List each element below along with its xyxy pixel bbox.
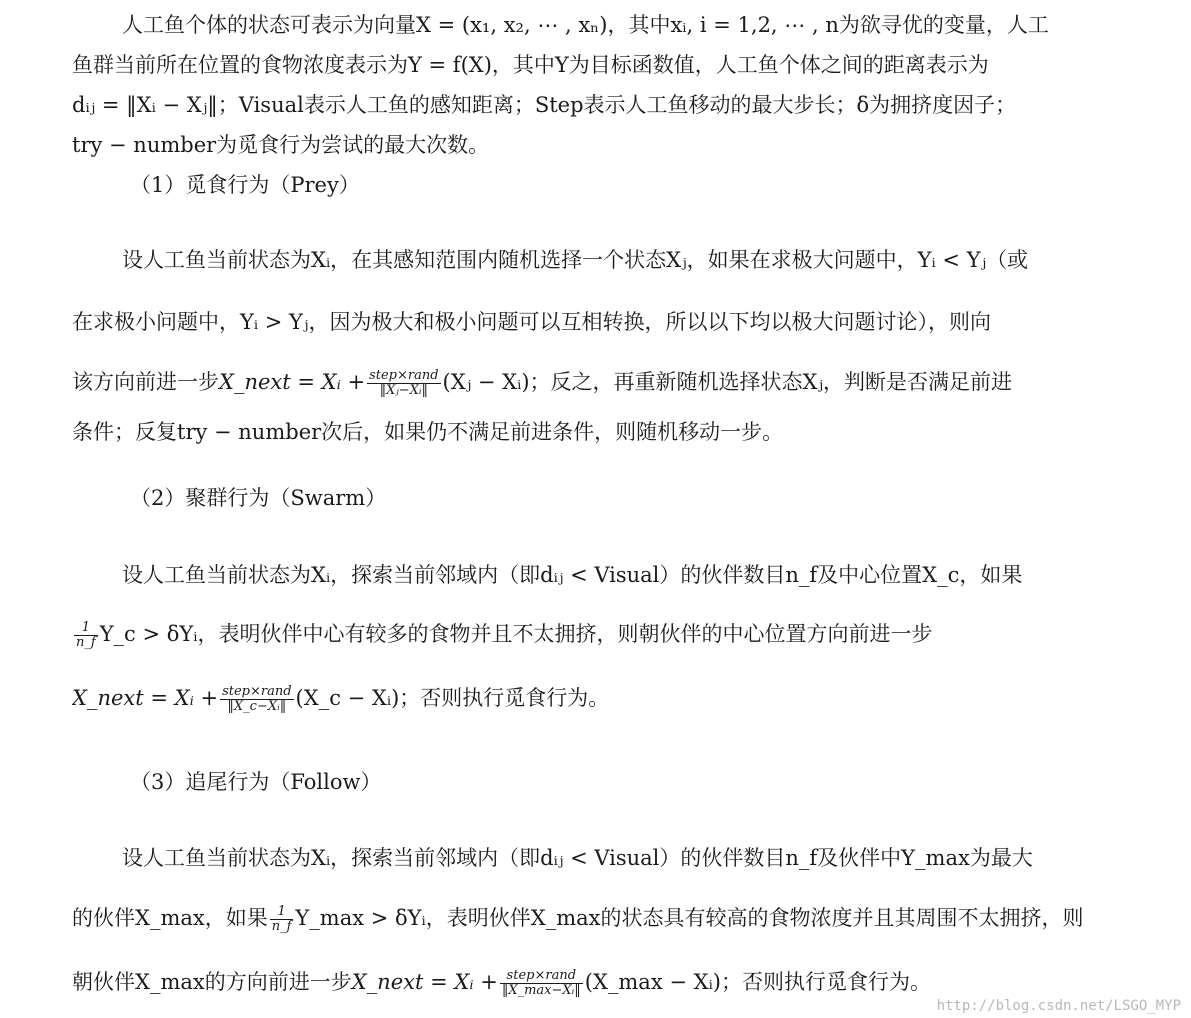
formula-fraction-one-over-nf: $\frac{1}{n\_f}$: [271, 904, 292, 934]
watermark: http://blog.csdn.net/LSGO_MYP: [936, 998, 1181, 1014]
paragraph-2-line-3: 该方向前进一步X_next = Xᵢ + $\frac{\text{step×rand}}{\text{‖Xⱼ−Xᵢ‖}}$ (Xⱼ − Xᵢ)；反之，再重新随机选择状态Xⱼ，判断是否满足前进: [72, 368, 1013, 398]
formula-next-lhs: X_next = Xᵢ +: [72, 686, 219, 710]
section-heading-follow: （3）追尾行为（Follow）: [130, 770, 382, 794]
formula-fraction-one-over-nf: $\frac{1}{n\_f}$: [76, 620, 96, 650]
section-heading-swarm: （2）聚群行为（Swarm）: [130, 486, 387, 510]
formula-next-lhs: X_next = Xᵢ +: [351, 970, 498, 994]
paragraph-1-line-4: try − number为觅食行为尝试的最大次数。: [72, 133, 490, 157]
paragraph-4-line-2: 的伙伴X_max，如果 $\frac{1}{n\_f}$ Y_max > δYᵢ，表明伙伴X_max的状态具有较高的食物浓度并且其周围不太拥挤，则: [72, 904, 1084, 934]
section-heading-prey: （1）觅食行为（Prey）: [130, 173, 360, 197]
paragraph-3-line-2: $\frac{1}{n\_f}$ Y_c > δYᵢ，表明伙伴中心有较多的食物并且不太拥挤，则朝伙伴的中心位置方向前进一步: [76, 620, 933, 650]
formula-fraction: $\frac{\text{step×rand}}{\text{‖Xⱼ−Xᵢ‖}}$: [369, 368, 439, 398]
formula-fraction: $\frac{\text{step×rand}}{\text{‖X\_max−Xᵢ‖}}$: [501, 968, 581, 998]
paragraph-2-line-2: 在求极小问题中，Yᵢ > Yⱼ，因为极大和极小问题可以互相转换，所以以下均以极大问题讨论），则向: [72, 310, 991, 334]
paragraph-1-line-1: 人工鱼个体的状态可表示为向量X = (x₁, x₂, ⋯ , xₙ)，其中xᵢ, i = 1,2, ⋯ , n为欲寻优的变量，人工: [122, 13, 1049, 37]
paragraph-2-line-4: 条件；反复try − number次后，如果仍不满足前进条件，则随机移动一步。: [72, 420, 784, 444]
formula-next-lhs: X_next = Xᵢ +: [219, 370, 366, 394]
paragraph-2-line-1: 设人工鱼当前状态为Xᵢ，在其感知范围内随机选择一个状态Xⱼ，如果在求极大问题中，Yᵢ < Yⱼ（或: [122, 248, 1029, 272]
paragraph-3-line-1: 设人工鱼当前状态为Xᵢ，探索当前邻域内（即dᵢⱼ < Visual）的伙伴数目n_f及中心位置X_c，如果: [122, 563, 1023, 587]
formula-fraction: $\frac{\text{step×rand}}{\text{‖X\_c−Xᵢ‖}}$: [222, 684, 292, 714]
paragraph-3-line-3: X_next = Xᵢ + $\frac{\text{step×rand}}{\text{‖X\_c−Xᵢ‖}}$ (X_c − Xᵢ)；否则执行觅食行为。: [72, 684, 610, 714]
paragraph-1-line-2: 鱼群当前所在位置的食物浓度表示为Y = f(X)，其中Y为目标函数值，人工鱼个体之间的距离表示为: [72, 53, 989, 77]
paragraph-1-line-3: dᵢⱼ = ‖Xᵢ − Xⱼ‖；Visual表示人工鱼的感知距离；Step表示人工鱼移动的最大步长；δ为拥挤度因子；: [72, 93, 1017, 117]
paragraph-4-line-1: 设人工鱼当前状态为Xᵢ，探索当前邻域内（即dᵢⱼ < Visual）的伙伴数目n_f及伙伴中Y_max为最大: [122, 846, 1033, 870]
paragraph-4-line-3: 朝伙伴X_max的方向前进一步X_next = Xᵢ + $\frac{\text{step×rand}}{\text{‖X\_max−Xᵢ‖}}$ (X_max − Xᵢ)；否则执行觅食行为。: [72, 968, 931, 998]
